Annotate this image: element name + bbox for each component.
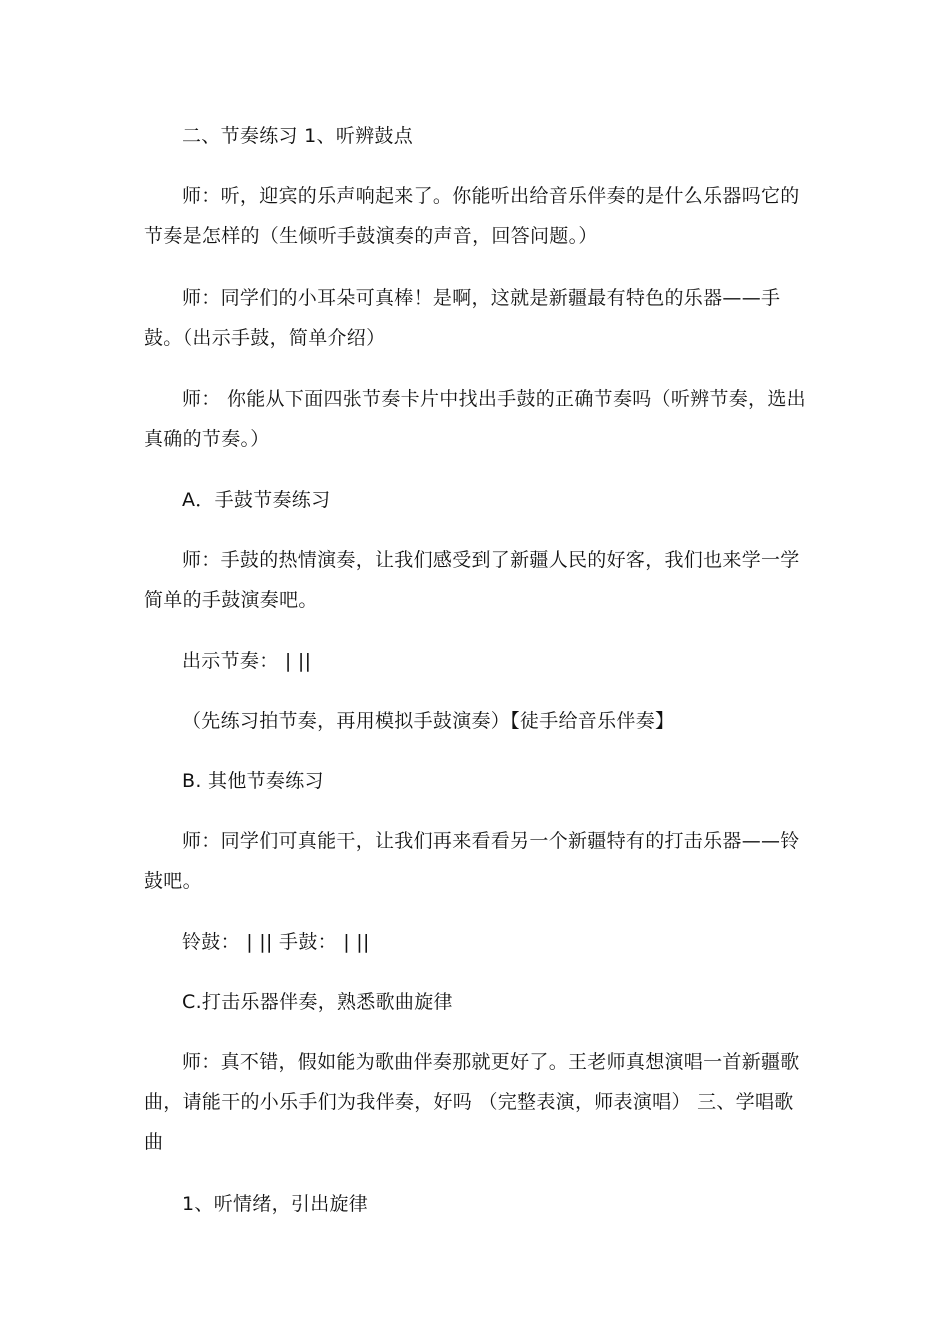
section-heading-rhythm-practice: 二、节奏练习 1、听辨鼓点 [182,125,414,147]
paragraph-teacher-tambourine: 师：同学们可真能干，让我们再来看看另一个新疆特有的打击乐器——铃鼓吧。 [144,830,800,892]
paragraph-tambourine-rhythm: 铃鼓： | || 手鼓： | || [182,931,370,953]
paragraph-teacher-praise: 师：同学们的小耳朵可真棒！是啊，这就是新疆最有特色的乐器——手鼓。（出示手鼓，简单介绍） [144,287,781,349]
paragraph-teacher-rhythm-cards: 师： 你能从下面四张节奏卡片中找出手鼓的正确节奏吗（听辨节奏，选出真确的节奏。） [144,388,806,450]
paragraph-show-rhythm: 出示节奏： | || [182,650,312,672]
subheading-b-other-rhythm: B. 其他节奏练习 [182,770,324,792]
paragraph-teacher-listen: 师：听，迎宾的乐声响起来了。你能听出给音乐伴奏的是什么乐器吗它的节奏是怎样的（生倾听手鼓演奏的声音，回答问题。） [144,185,800,247]
subheading-a-hand-drum: A．手鼓节奏练习 [182,489,331,511]
subheading-c-percussion: C.打击乐器伴奏，熟悉歌曲旋律 [182,991,453,1013]
subheading-listen-emotion: 1、听情绪，引出旋律 [182,1193,369,1215]
paragraph-teacher-accompany: 师：真不错，假如能为歌曲伴奏那就更好了。王老师真想演唱一首新疆歌曲，请能干的小乐手们为我伴奏，好吗 （完整表演，师表演唱） 三、学唱歌曲 [144,1051,800,1153]
paragraph-teacher-hand-drum: 师：手鼓的热情演奏，让我们感受到了新疆人民的好客，我们也来学一学简单的手鼓演奏吧。 [144,549,800,611]
paragraph-practice-instruction: （先练习拍节奏，再用模拟手鼓演奏）【徒手给音乐伴奏】 [182,710,675,732]
